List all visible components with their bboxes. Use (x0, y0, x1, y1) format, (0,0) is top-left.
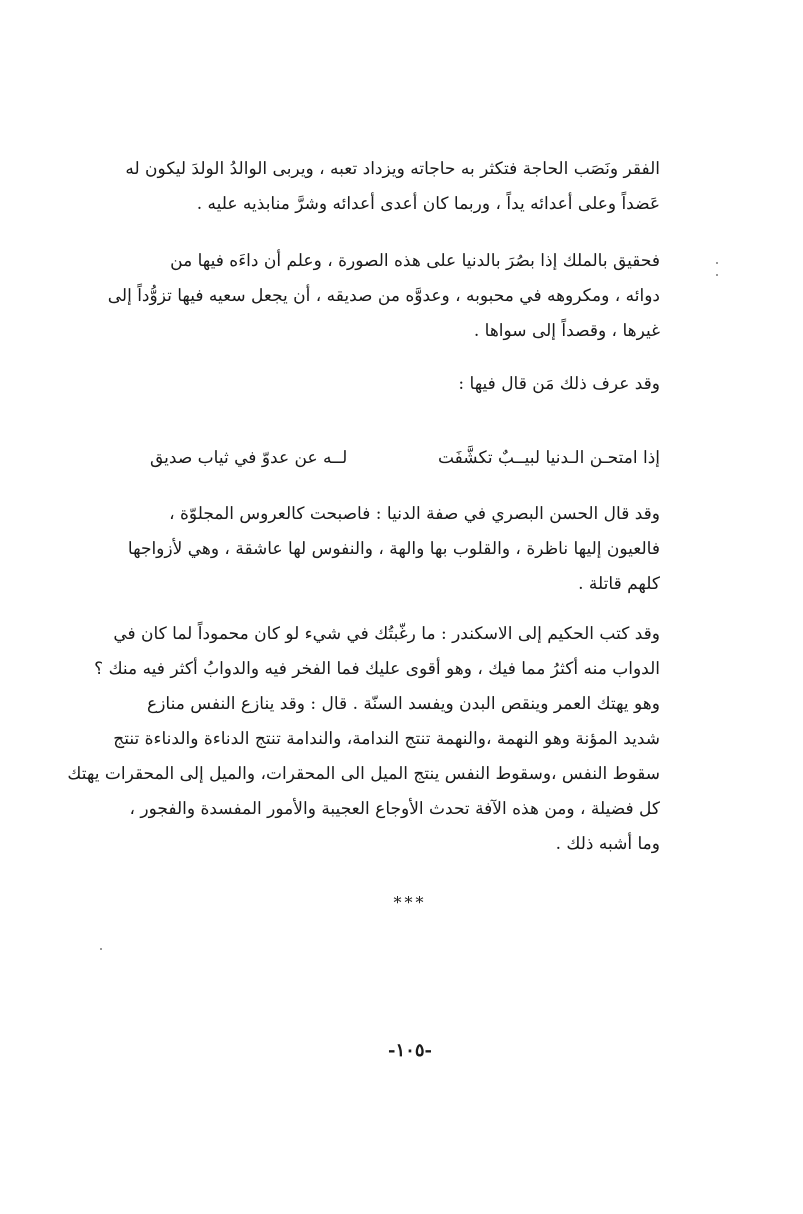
paragraph-line: الدواب منه أكثرُ مما فيك ، وهو أقوى عليك فما الفخر فيه والدوابُ أكثر فيه منك ؟ (94, 659, 660, 679)
paragraph-line: فحقيق بالملك إذا بصُرَ بالدنيا على هذه الصورة ، وعلم أن داءَه فيها من (170, 251, 660, 271)
paragraph-line: فالعيون إليها ناظرة ، والقلوب بها والهة ، والنفوس لها عاشقة ، وهي لأزواجها (127, 539, 660, 559)
paragraph-1 (125, 152, 660, 222)
poem-verse (150, 448, 660, 478)
paragraph-line: الفقر ونَصَب الحاجة فتكثر به حاجاته ويزداد تعبه ، ويربى الوالدُ الولدَ ليكون له (125, 159, 660, 179)
section-separator: *** (393, 893, 427, 912)
scan-speck (100, 948, 102, 950)
paragraph-line: دوائه ، ومكروهه في محبوبه ، وعدوَّه من صديقه ، أن يجعل سعيه فيها تزوُّداً إلى (107, 286, 660, 306)
paragraph-2 (107, 244, 660, 349)
paragraph-line: عَضداً وعلى أعدائه يداً ، وربما كان أعدى أعدائه وشرَّ منابذيه عليه . (196, 194, 660, 214)
verse-second-hemistich: لــه عن عدوّ في ثياب صديق (150, 448, 348, 468)
paragraph-line: وقد كتب الحكيم إلى الاسكندر : ما رغّبتُك في شيء لو كان محموداً لما كان في (113, 624, 660, 644)
paragraph-line: شديد المؤنة وهو النهمة ،والنهمة تنتج الندامة، والندامة تنتج الدناءة والدناءة تنتج (113, 729, 660, 749)
paragraph-line: وقد قال الحسن البصري في صفة الدنيا : فاصبحت كالعروس المجلوّة ، (169, 504, 660, 524)
paragraph-line: غيرها ، وقصداً إلى سواها . (473, 321, 660, 341)
paragraph-line: وما أشبه ذلك . (555, 834, 660, 854)
paragraph-line: وهو يهتك العمر وينقص البدن ويفسد السنّة . قال : وقد ينازع النفس منازع (147, 694, 660, 714)
paragraph-line: سقوط النفس ،وسقوط النفس ينتج الميل الى المحقرات، والميل إلى المحقرات يهتك (67, 764, 660, 784)
paragraph-line: كل فضيلة ، ومن هذه الآفة تحدث الأوجاع العجيبة والأمور المفسدة والفجور ، (129, 799, 660, 819)
page-number: -١٠٥- (388, 1040, 432, 1061)
paragraph-line: كلهم قاتلة . (578, 574, 660, 594)
paragraph-5 (67, 617, 660, 862)
paragraph-3 (150, 367, 660, 402)
paragraph-line: وقد عرف ذلك مَن قال فيها : (458, 374, 660, 394)
paragraph-4 (127, 497, 660, 602)
scan-speck (716, 262, 718, 264)
verse-first-hemistich: إذا امتحـن الـدنيا لبيــبٌ تكشَّفَت (437, 448, 660, 468)
scan-speck (716, 274, 718, 276)
